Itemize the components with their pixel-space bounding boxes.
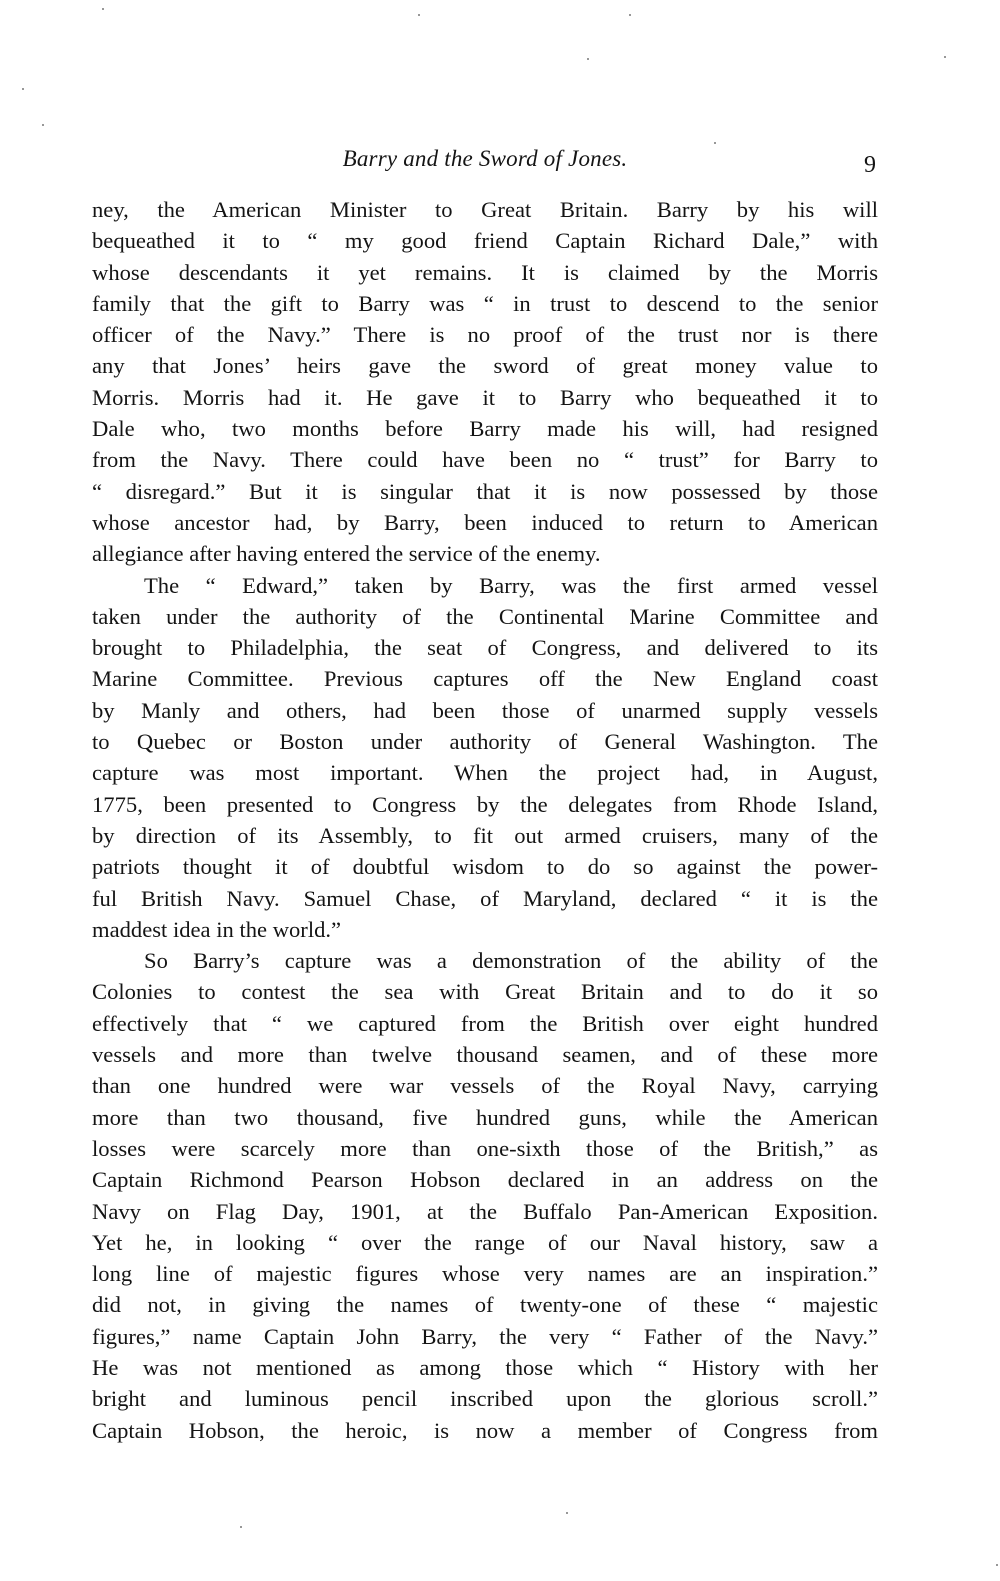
scan-speck bbox=[418, 14, 420, 16]
text-line: any that Jones’ heirs gave the sword of great money value to bbox=[92, 353, 878, 379]
text-line: whose descendants it yet remains. It is claimed by the Morris bbox=[92, 259, 878, 285]
text-line: He was not mentioned as among those which “ History with her bbox=[92, 1354, 878, 1380]
text-line: bequeathed it to “ my good friend Captain Richard Dale,” with bbox=[92, 228, 878, 254]
text-line: did not, in giving the names of twenty-one of these “ majestic bbox=[92, 1292, 878, 1318]
page-number: 9 bbox=[864, 152, 876, 178]
scan-speck bbox=[714, 142, 716, 144]
text-line: by direction of its Assembly, to fit out armed cruisers, many of the bbox=[92, 822, 878, 848]
text-line: Colonies to contest the sea with Great Britain and to do it so bbox=[92, 979, 878, 1005]
text-line: capture was most important. When the project had, in August, bbox=[92, 760, 878, 786]
running-head bbox=[92, 146, 878, 178]
text-line: more than two thousand, five hundred guns, while the American bbox=[92, 1104, 878, 1130]
scan-speck bbox=[22, 88, 24, 90]
scan-speck bbox=[566, 1512, 568, 1514]
text-line: Captain Richmond Pearson Hobson declared in an address on the bbox=[92, 1167, 878, 1193]
text-line: officer of the Navy.” There is no proof of the trust nor is there bbox=[92, 322, 878, 348]
text-line: Morris. Morris had it. He gave it to Barry who bequeathed it to bbox=[92, 384, 878, 410]
scan-speck bbox=[944, 56, 946, 58]
scan-speck bbox=[996, 1564, 998, 1566]
text-line: losses were scarcely more than one-sixth those of the British,” as bbox=[92, 1135, 878, 1161]
text-line: family that the gift to Barry was “ in trust to descend to the senior bbox=[92, 290, 878, 316]
text-line: Marine Committee. Previous captures off the New England coast bbox=[92, 666, 878, 692]
text-line: figures,” name Captain John Barry, the very “ Father of the Navy.” bbox=[92, 1323, 878, 1349]
text-line: ful British Navy. Samuel Chase, of Maryland, declared “ it is the bbox=[92, 885, 878, 911]
text-line: by Manly and others, had been those of unarmed supply vessels bbox=[92, 697, 878, 723]
scan-speck bbox=[587, 58, 589, 60]
text-line: Navy on Flag Day, 1901, at the Buffalo Pan-American Exposition. bbox=[92, 1198, 878, 1224]
text-line: maddest idea in the world.” bbox=[92, 916, 342, 942]
body-text bbox=[92, 194, 878, 1446]
text-line: to Quebec or Boston under authority of General Washington. The bbox=[92, 729, 878, 755]
text-line: 1775, been presented to Congress by the delegates from Rhode Island, bbox=[92, 791, 878, 817]
scan-speck bbox=[240, 1526, 242, 1528]
text-line: brought to Philadelphia, the seat of Congress, and delivered to its bbox=[92, 635, 878, 661]
text-line: Dale who, two months before Barry made his will, had resigned bbox=[92, 416, 878, 442]
text-line: Captain Hobson, the heroic, is now a member of Congress from bbox=[92, 1417, 878, 1443]
text-line: than one hundred were war vessels of the Royal Navy, carrying bbox=[92, 1073, 878, 1099]
scan-speck bbox=[629, 14, 631, 16]
text-line: whose ancestor had, by Barry, been induced to return to American bbox=[92, 509, 878, 535]
text-line: ney, the American Minister to Great Britain. Barry by his will bbox=[92, 197, 878, 222]
text-line: Yet he, in looking “ over the range of our Naval history, saw a bbox=[92, 1229, 878, 1255]
text-line: effectively that “ we captured from the British over eight hundred bbox=[92, 1010, 878, 1036]
scan-speck bbox=[102, 8, 104, 10]
text-line: The “ Edward,” taken by Barry, was the first armed vessel bbox=[144, 572, 878, 598]
text-line: vessels and more than twelve thousand seamen, and of these more bbox=[92, 1042, 878, 1068]
text-line: allegiance after having entered the service of the enemy. bbox=[92, 541, 601, 567]
text-line: bright and luminous pencil inscribed upon the glorious scroll.” bbox=[92, 1386, 878, 1412]
text-line: from the Navy. There could have been no “ trust” for Barry to bbox=[92, 447, 878, 473]
text-line: long line of majestic figures whose very names are an inspiration.” bbox=[92, 1261, 878, 1287]
text-line: taken under the authority of the Continental Marine Committee and bbox=[92, 603, 878, 629]
scan-speck bbox=[42, 124, 44, 126]
text-line: “ disregard.” But it is singular that it is now possessed by those bbox=[92, 478, 878, 504]
running-title: Barry and the Sword of Jones. bbox=[342, 146, 628, 171]
text-line: patriots thought it of doubtful wisdom to do so against the power- bbox=[92, 854, 878, 880]
text-line: So Barry’s capture was a demonstration of the ability of the bbox=[144, 948, 878, 974]
